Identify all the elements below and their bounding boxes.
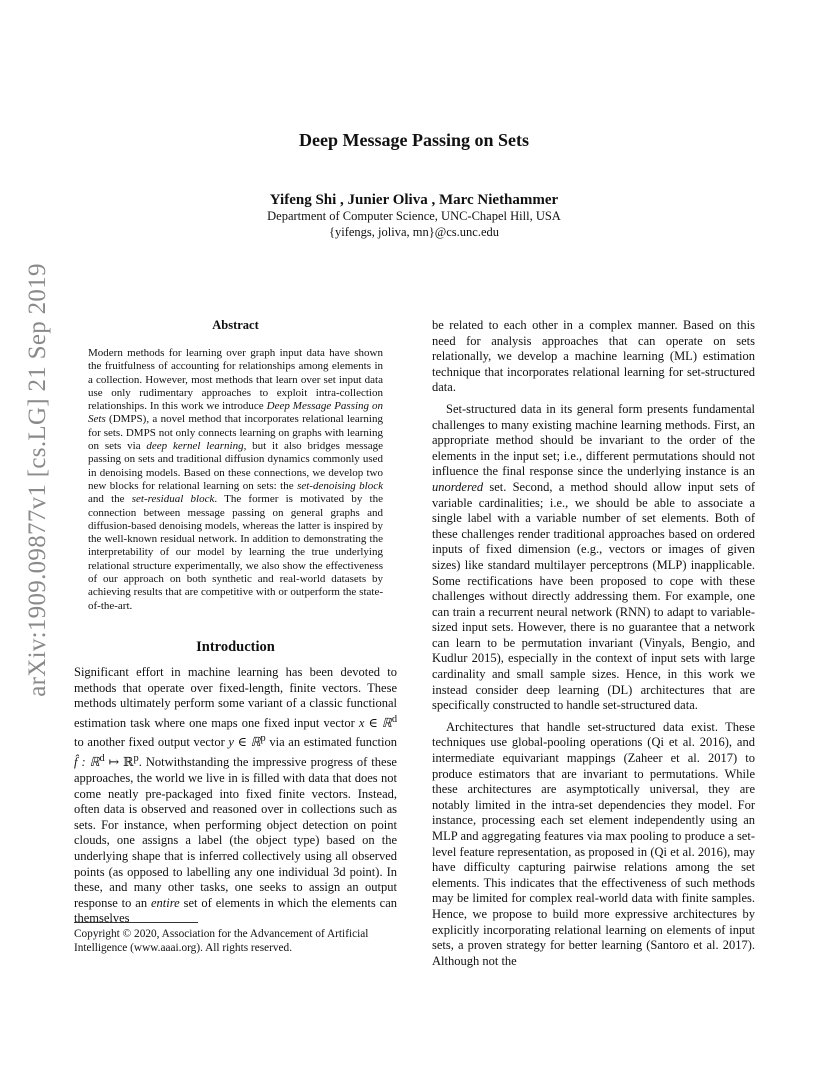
intro-paragraph-3: Architectures that handle set-structured data exist. These techniques use global-pooling operations (Qi et al. 2016), and intermediate equivariant mappings (Zaheer et al. 2017) to produce estimators that are invariant to permutations. While these architectures are asymptotically universal, they are notably limited in the intra-set dependencies they model. For instance, processing each set element independently using an MLP and aggregating features via max pooling to produce a set-level feature representation, as proposed in (Qi et al. 2016), may have difficulty capturing pairwise relations among the set elements. This indicates that the effectiveness of such methods may be limited for complex real-world data with finite samples. Hence, we propose to build more expressive architectures by explicitly incorporating relational learning on elements of input sets, a proven strategy for better learning (Santoro et al. 2017). Although not the	[432, 719, 755, 968]
right-column	[432, 318, 755, 969]
left-column	[74, 318, 397, 927]
footnote-divider	[74, 922, 198, 923]
intro-paragraph-2: Set-structured data in its general form presents fundamental challenges to many existing machine learning methods. First, an appropriate method should be invariant to the order of the elements in the input set; i.e., different permutations should not influence the final response since the underlying instance is an unordered set. Second, a method should allow input sets of variable cardinalities; i.e., we should be able to associate a single label with a variable number of set elements. Both of these challenges render traditional approaches based on ordered inputs of fixed dimension (e.g., vectors or images of given sizes) like standard multilayer perceptrons (MLP) inapplicable. Some rectifications have been proposed to cope with these challenges without directly addressing them. For example, one can train a recurrent neural network (RNN) to adapt to variable-sized input sets. However, there is no guarantee that a network can learn to be permutation invariant (Vinyals, Bengio, and Kudlur 2015), especially in the context of input sets with large cardinality and small sample sizes. Hence, in this work we instead consider deep learning (DL) architectures that are specifically constructed to handle set-structured data.	[432, 401, 755, 713]
author-list: Yifeng Shi , Junier Oliva , Marc Niethammer	[269, 192, 559, 208]
arxiv-stamp-text: arXiv:1909.09877v1 [cs.LG] 21 Sep 2019	[24, 263, 51, 697]
intro-paragraph-continued: be related to each other in a complex manner. Based on this need for analysis approaches that can operate on sets relationally, we develop a machine learning (ML) estimation technique that incorporates relational learning for set-structured data.	[432, 318, 755, 395]
abstract-text: Modern methods for learning over graph input data have shown the fruitfulness of accounting for relationships among elements in a collection. However, most methods that learn over set input data use only rudimentary approaches to exploit intra-collection relationships. In this work we introduce Deep Message Passing on Sets (DMPS), a novel method that incorporates relational learning for sets. DMPS not only connects learning on graphs with learning on sets via deep kernel learning, but it also bridges message passing on sets and traditional diffusion dynamics commonly used in denoising models. Based on these connections, we develop two new blocks for relational learning on sets: the set-denoising block and the set-residual block. The former is motivated by the connection between message passing on general graphs and diffusion-based denoising models, whereas the latter is inspired by the well-known residual network. In addition to demonstrating the interpretability of our model by learning the true underlying relational structure experimentally, we also show the effectiveness of our approach on both synthetic and real-world datasets by achieving results that are competitive with or outperform the state-of-the-art.	[88, 347, 383, 612]
affiliation: Department of Computer Science, UNC-Chapel Hill, USA	[267, 209, 561, 223]
abstract-heading: Abstract	[212, 318, 259, 332]
copyright-text: Copyright © 2020, Association for the Advancement of Artificial Intelligence (www.aaai.org). All rights reserved.	[74, 928, 369, 954]
copyright-footnote	[74, 922, 397, 955]
intro-paragraph-1: Significant effort in machine learning has been devoted to methods that operate over fixed-length, finite vectors. These methods ultimately perform some variant of a classic functional estimation task where one maps one fixed input vector x ∈ ℝ$^d$ to another fixed output vector y ∈ ℝ$^p$ via an estimated function f̂ : ℝ$^d$ ↦ ℝ$^p$. Notwithstanding the impressive progress of these approaches, the world we live in is filled with data that does not come neatly pre-packaged into fixed finite vectors. Instead, often data is observed and reasoned over in collections such as sets. For instance, when performing object detection on point clouds, one assigns a label (the object type) based on the underlying shape that is inferred collectively using all observed points (as opposed to labelling any one individual 3d point). In these, and many other tasks, one seeks to assign an output response to an entire set of elements in which the elements can themselves	[74, 664, 398, 926]
introduction-heading: Introduction	[196, 638, 275, 655]
arxiv-stamp	[8, 263, 68, 697]
paper-title: Deep Message Passing on Sets	[299, 130, 529, 150]
author-emails: {yifengs, joliva, mn}@cs.unc.edu	[328, 225, 499, 239]
